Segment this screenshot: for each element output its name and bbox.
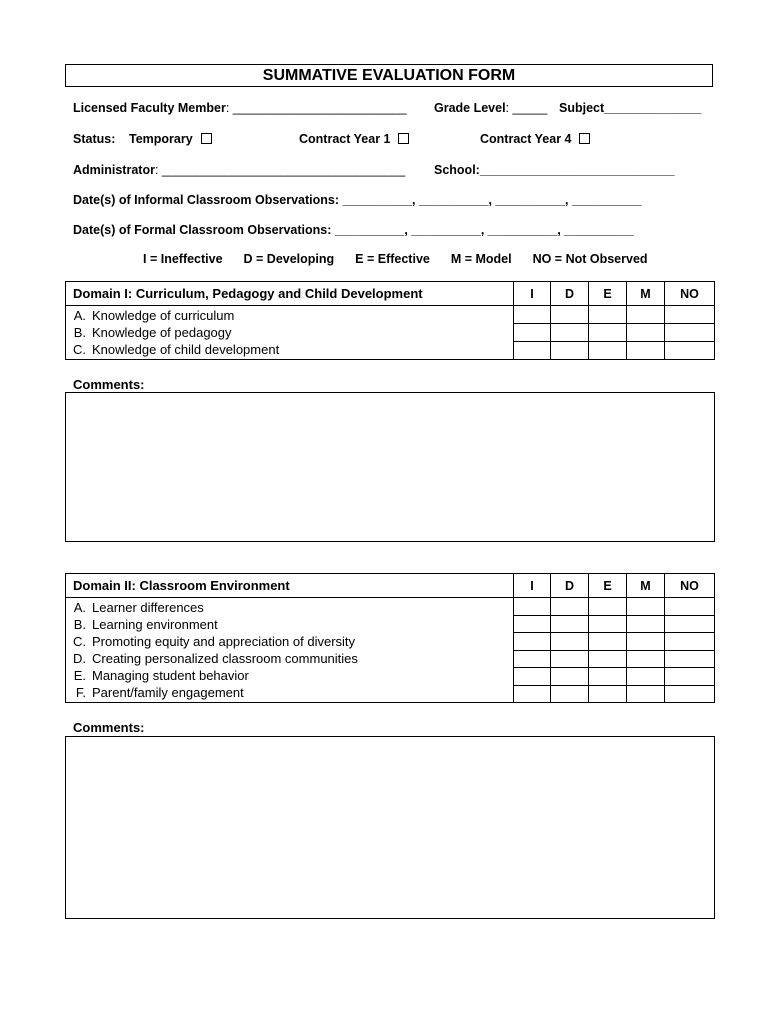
domain-1-items bbox=[66, 306, 514, 360]
rating-cell[interactable] bbox=[665, 615, 715, 633]
comments-label-2: Comments: bbox=[73, 720, 145, 735]
contract-year-4-option[interactable] bbox=[480, 132, 590, 146]
subject-field[interactable]: Subject______________ bbox=[559, 101, 702, 115]
rating-cell[interactable] bbox=[665, 633, 715, 651]
rating-cell[interactable] bbox=[627, 668, 665, 686]
temporary-option[interactable] bbox=[129, 132, 212, 146]
contract-year-4-label: Contract Year 4 bbox=[480, 132, 572, 146]
rating-cell[interactable] bbox=[665, 685, 715, 703]
rating-cell[interactable] bbox=[514, 598, 551, 616]
rating-cell[interactable] bbox=[551, 598, 589, 616]
rating-cell[interactable] bbox=[551, 668, 589, 686]
list-item: A. Learner differences bbox=[73, 600, 204, 615]
faculty-blank[interactable]: : _________________________ bbox=[225, 101, 407, 115]
rating-cell[interactable] bbox=[627, 306, 665, 324]
rating-cell[interactable] bbox=[627, 324, 665, 342]
grade-level-blank[interactable]: : _____ bbox=[505, 101, 548, 115]
domain-2-items bbox=[66, 598, 514, 703]
column-header-e: E bbox=[589, 574, 627, 598]
rating-cell[interactable] bbox=[589, 324, 627, 342]
rating-cell[interactable] bbox=[514, 615, 551, 633]
rating-cell[interactable] bbox=[665, 650, 715, 668]
column-header-d: D bbox=[551, 574, 589, 598]
rating-cell[interactable] bbox=[589, 633, 627, 651]
rating-cell[interactable] bbox=[551, 342, 589, 360]
rating-cell[interactable] bbox=[589, 598, 627, 616]
column-header-m: M bbox=[627, 282, 665, 306]
legend-effective: E = Effective bbox=[355, 252, 430, 266]
rating-cell[interactable] bbox=[589, 306, 627, 324]
domain-1-items-row bbox=[66, 306, 715, 324]
rating-cell[interactable] bbox=[514, 342, 551, 360]
rating-cell[interactable] bbox=[551, 324, 589, 342]
rating-cell[interactable] bbox=[514, 668, 551, 686]
comments-box-2[interactable] bbox=[65, 736, 715, 919]
comments-box-1[interactable] bbox=[65, 392, 715, 542]
informal-observations-field[interactable]: Date(s) of Informal Classroom Observations: __________, __________, __________, __________ bbox=[73, 193, 642, 207]
rating-cell[interactable] bbox=[551, 685, 589, 703]
rating-cell[interactable] bbox=[627, 598, 665, 616]
contract-year-4-checkbox[interactable] bbox=[579, 133, 590, 144]
domain-2-header-row bbox=[66, 574, 715, 598]
domain-2-items-row bbox=[66, 598, 715, 616]
rating-cell[interactable] bbox=[665, 598, 715, 616]
contract-year-1-label: Contract Year 1 bbox=[299, 132, 391, 146]
column-header-i: I bbox=[514, 574, 551, 598]
comments-label-1: Comments: bbox=[73, 377, 145, 392]
temporary-checkbox[interactable] bbox=[201, 133, 212, 144]
rating-cell[interactable] bbox=[551, 650, 589, 668]
rating-cell[interactable] bbox=[665, 342, 715, 360]
faculty-label: Licensed Faculty Member bbox=[73, 101, 226, 115]
list-item: C. Knowledge of child development bbox=[73, 342, 280, 357]
rating-cell[interactable] bbox=[627, 633, 665, 651]
column-header-no: NO bbox=[665, 282, 715, 306]
rating-cell[interactable] bbox=[589, 342, 627, 360]
rating-cell[interactable] bbox=[551, 615, 589, 633]
faculty-field[interactable] bbox=[73, 101, 407, 115]
grade-level-label: Grade Level bbox=[434, 101, 506, 115]
rating-cell[interactable] bbox=[589, 668, 627, 686]
rating-cell[interactable] bbox=[627, 650, 665, 668]
column-header-i: I bbox=[514, 282, 551, 306]
rating-cell[interactable] bbox=[665, 324, 715, 342]
domain-1-title: Domain I: Curriculum, Pedagogy and Child Development bbox=[66, 282, 514, 306]
column-header-m: M bbox=[627, 574, 665, 598]
rating-cell[interactable] bbox=[627, 342, 665, 360]
rating-cell[interactable] bbox=[665, 668, 715, 686]
domain-1-table bbox=[65, 281, 715, 360]
column-header-e: E bbox=[589, 282, 627, 306]
column-header-no: NO bbox=[665, 574, 715, 598]
rating-cell[interactable] bbox=[514, 650, 551, 668]
rating-cell[interactable] bbox=[627, 615, 665, 633]
list-item: F. Parent/family engagement bbox=[75, 685, 244, 700]
contract-year-1-checkbox[interactable] bbox=[398, 133, 409, 144]
column-header-d: D bbox=[551, 282, 589, 306]
rating-cell[interactable] bbox=[514, 685, 551, 703]
grade-level-field[interactable] bbox=[434, 101, 547, 115]
temporary-label: Temporary bbox=[129, 132, 193, 146]
domain-2-title: Domain II: Classroom Environment bbox=[66, 574, 514, 598]
list-item: C. Promoting equity and appreciation of diversity bbox=[73, 634, 356, 649]
domain-2-table bbox=[65, 573, 715, 703]
legend-not-observed: NO = Not Observed bbox=[532, 252, 648, 266]
legend-model: M = Model bbox=[450, 252, 512, 266]
rating-legend bbox=[143, 252, 648, 266]
rating-cell[interactable] bbox=[589, 685, 627, 703]
status-label: Status: bbox=[73, 132, 116, 146]
rating-cell[interactable] bbox=[551, 633, 589, 651]
rating-cell[interactable] bbox=[514, 306, 551, 324]
form-title: SUMMATIVE EVALUATION FORM bbox=[65, 64, 713, 87]
contract-year-1-option[interactable] bbox=[299, 132, 409, 146]
legend-ineffective: I = Ineffective bbox=[143, 252, 223, 266]
list-item: B. Knowledge of pedagogy bbox=[73, 325, 232, 340]
rating-cell[interactable] bbox=[665, 306, 715, 324]
administrator-blank[interactable]: : ___________________________________ bbox=[154, 163, 406, 177]
rating-cell[interactable] bbox=[589, 615, 627, 633]
formal-observations-field[interactable]: Date(s) of Formal Classroom Observations: __________, __________, __________, __________ bbox=[73, 223, 634, 237]
school-field[interactable]: School:____________________________ bbox=[434, 163, 675, 177]
legend-developing: D = Developing bbox=[243, 252, 335, 266]
rating-cell[interactable] bbox=[589, 650, 627, 668]
list-item: A. Knowledge of curriculum bbox=[73, 308, 235, 323]
rating-cell[interactable] bbox=[627, 685, 665, 703]
list-item: E. Managing student behavior bbox=[73, 668, 249, 683]
rating-cell[interactable] bbox=[551, 306, 589, 324]
administrator-field[interactable] bbox=[73, 163, 405, 177]
administrator-label: Administrator bbox=[73, 163, 155, 177]
list-item: B. Learning environment bbox=[73, 617, 218, 632]
rating-cell[interactable] bbox=[514, 633, 551, 651]
list-item: D. Creating personalized classroom communities bbox=[73, 651, 358, 666]
domain-1-header-row bbox=[66, 282, 715, 306]
rating-cell[interactable] bbox=[514, 324, 551, 342]
